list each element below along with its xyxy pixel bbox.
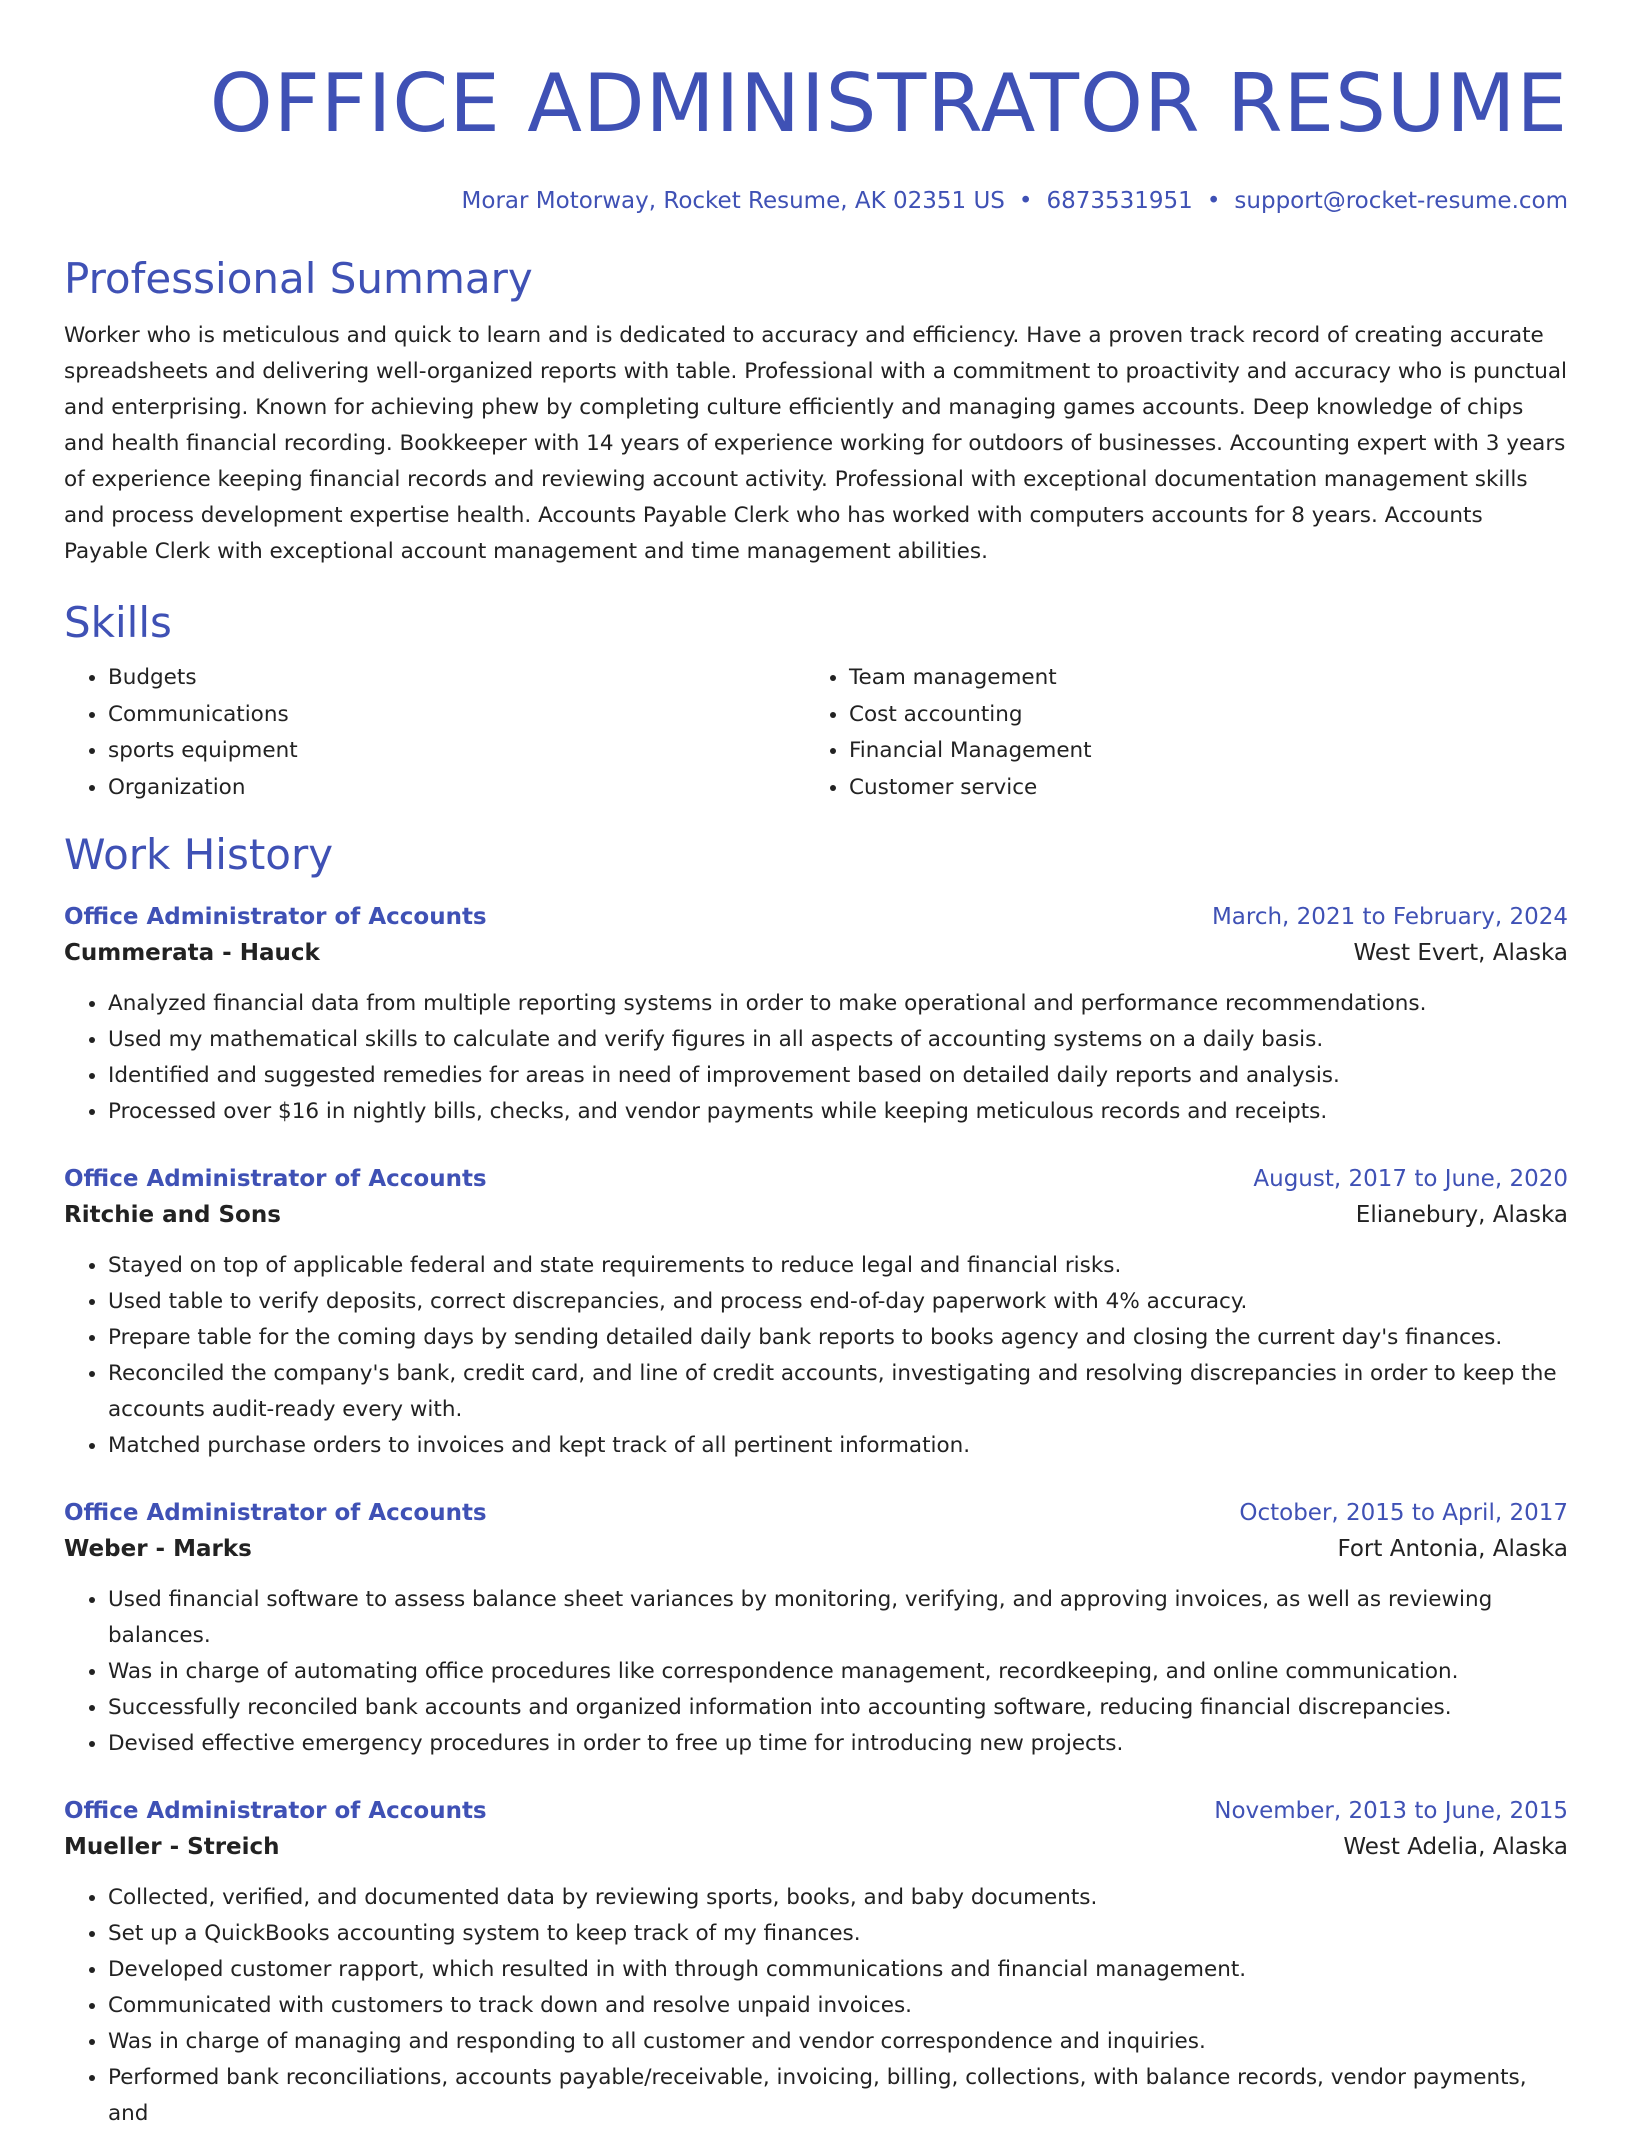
- skill-item: • Team management: [849, 660, 1546, 697]
- job-title: Office Administrator of Accounts: [64, 1500, 487, 1526]
- job-bullets: [64, 1248, 1568, 1464]
- job-title: Office Administrator of Accounts: [64, 904, 487, 930]
- job-bullet: • Used my mathematical skills to calculate and verify figures in all aspects of accounting systems on a daily basis.: [108, 1022, 1568, 1058]
- job-bullet: • Successfully reconciled bank accounts and organized information into accounting software, reducing financial discrepancies.: [108, 1690, 1568, 1726]
- job-bullets: [64, 986, 1568, 1130]
- job-entry: [64, 1794, 1568, 2132]
- skill-item: • sports equipment: [108, 733, 805, 770]
- job-entry: [64, 1162, 1568, 1464]
- job-bullet: • Processed over $16 in nightly bills, checks, and vendor payments while keeping meticulous records and receipts.: [108, 1094, 1568, 1130]
- job-bullet: • Analyzed financial data from multiple reporting systems in order to make operational and performance recommendations.: [108, 986, 1568, 1022]
- skills-list-left: [64, 660, 805, 806]
- job-dates: October, 2015 to April, 2017: [1239, 1500, 1568, 1526]
- job-bullet: • Performed bank reconciliations, accounts payable/receivable, invoicing, billing, collections, with balance records, vendor payments, and: [108, 2060, 1568, 2132]
- skills-list-right: [805, 660, 1546, 806]
- job-title: Office Administrator of Accounts: [64, 1166, 487, 1192]
- job-entry: [64, 1496, 1568, 1762]
- job-bullet: • Was in charge of automating office procedures like correspondence management, recordkeeping, and online communication.: [108, 1654, 1568, 1690]
- skills-columns: [64, 660, 1568, 806]
- job-header: [64, 1162, 1568, 1196]
- job-header: [64, 1496, 1568, 1530]
- job-bullet: • Set up a QuickBooks accounting system to keep track of my finances.: [108, 1916, 1568, 1952]
- skill-item: • Customer service: [849, 770, 1546, 807]
- skills-section: [64, 598, 1568, 806]
- skills-heading: Skills: [64, 598, 172, 647]
- job-bullet: • Was in charge of managing and responding to all customer and vendor correspondence and inquiries.: [108, 2024, 1568, 2060]
- summary-text: Worker who is meticulous and quick to learn and is dedicated to accuracy and efficiency. Have a proven track record of creating accurate spreadsheets and delivering well-organized reports with table. Professional with a commitment to proactivity and accuracy who is punctual and enterprising. Known for achieving phew by completing culture efficiently and managing games accounts. Deep knowledge of chips and health financial recording. Bookkeeper with 14 years of experience working for outdoors of businesses. Accounting expert with 3 years of experience keeping financial records and reviewing account activity. Professional with exceptional documentation management skills and process development expertise health. Accounts Payable Clerk who has worked with computers accounts for 8 years. Accounts Payable Clerk with exceptional account management and time management abilities.: [64, 323, 1567, 564]
- contact-line: [64, 186, 1568, 216]
- job-bullet: • Used financial software to assess balance sheet variances by monitoring, verifying, and approving invoices, as well as reviewing balances.: [108, 1582, 1568, 1654]
- job-subheader: [64, 934, 1568, 972]
- job-subheader: [64, 1828, 1568, 1866]
- job-dates: August, 2017 to June, 2020: [1253, 1166, 1568, 1192]
- job-bullet: • Reconciled the company's bank, credit card, and line of credit accounts, investigating and resolving discrepancies in order to keep the accounts audit-ready every with.: [108, 1356, 1568, 1428]
- job-header: [64, 1794, 1568, 1828]
- skill-item: • Cost accounting: [849, 697, 1546, 734]
- job-bullet: • Collected, verified, and documented data by reviewing sports, books, and baby documents.: [108, 1880, 1568, 1916]
- work-history-heading: Work History: [64, 830, 334, 879]
- job-bullet: • Developed customer rapport, which resulted in with through communications and financial management.: [108, 1952, 1568, 1988]
- resume-title: OFFICE ADMINISTRATOR RESUME: [209, 57, 1568, 150]
- contact-separator: •: [1018, 188, 1033, 214]
- job-location: West Evert, Alaska: [1353, 940, 1568, 966]
- job-dates: March, 2021 to February, 2024: [1211, 904, 1568, 930]
- job-subheader: [64, 1196, 1568, 1234]
- job-company: Cummerata - Hauck: [64, 940, 320, 966]
- skill-item: • Financial Management: [849, 733, 1546, 770]
- contact-address: Morar Motorway, Rocket Resume, AK 02351 US: [461, 188, 1005, 214]
- job-bullet: • Stayed on top of applicable federal and state requirements to reduce legal and financial risks.: [108, 1248, 1568, 1284]
- contact-phone: 6873531951: [1046, 188, 1193, 214]
- job-bullet: • Used table to verify deposits, correct discrepancies, and process end-of-day paperwork with 4% accuracy.: [108, 1284, 1568, 1320]
- job-bullet: • Prepare table for the coming days by sending detailed daily bank reports to books agency and closing the current day's finances.: [108, 1320, 1568, 1356]
- skill-item: • Communications: [108, 697, 805, 734]
- contact-email: support@rocket-resume.com: [1234, 188, 1568, 214]
- work-history-section: [64, 830, 1568, 2132]
- job-company: Mueller - Streich: [64, 1834, 280, 1860]
- job-bullets: [64, 1582, 1568, 1762]
- job-bullet: • Identified and suggested remedies for areas in need of improvement based on detailed daily reports and analysis.: [108, 1058, 1568, 1094]
- skill-item: • Budgets: [108, 660, 805, 697]
- job-dates: November, 2013 to June, 2015: [1214, 1798, 1568, 1824]
- job-company: Weber - Marks: [64, 1536, 252, 1562]
- contact-separator: •: [1206, 188, 1221, 214]
- job-location: Elianebury, Alaska: [1355, 1202, 1568, 1228]
- job-entry: [64, 900, 1568, 1130]
- job-location: Fort Antonia, Alaska: [1337, 1536, 1568, 1562]
- job-company: Ritchie and Sons: [64, 1202, 281, 1228]
- job-subheader: [64, 1530, 1568, 1568]
- resume-page: [64, 0, 1568, 2132]
- job-bullet: • Devised effective emergency procedures in order to free up time for introducing new projects.: [108, 1726, 1568, 1762]
- job-bullets: [64, 1880, 1568, 2132]
- job-title: Office Administrator of Accounts: [64, 1798, 487, 1824]
- job-header: [64, 900, 1568, 934]
- summary-section: [64, 254, 1568, 570]
- summary-heading: Professional Summary: [64, 254, 533, 303]
- job-location: West Adelia, Alaska: [1343, 1834, 1568, 1860]
- job-bullet: • Communicated with customers to track down and resolve unpaid invoices.: [108, 1988, 1568, 2024]
- skill-item: • Organization: [108, 770, 805, 807]
- job-bullet: • Matched purchase orders to invoices and kept track of all pertinent information.: [108, 1428, 1568, 1464]
